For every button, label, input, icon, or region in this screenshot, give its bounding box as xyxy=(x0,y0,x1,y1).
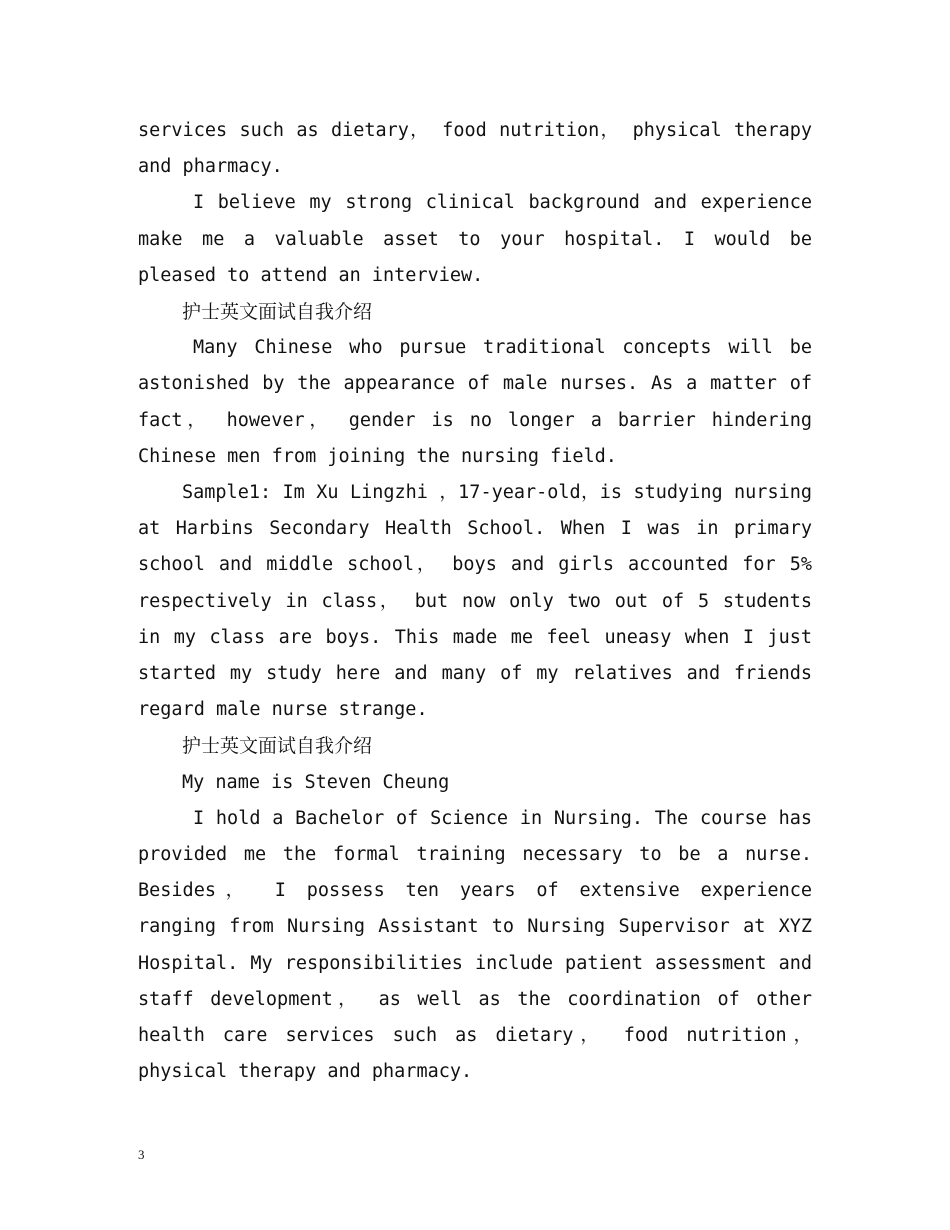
paragraph-name: My name is Steven Cheung xyxy=(182,771,450,793)
section-heading-2: 护士英文面试自我介绍 xyxy=(182,735,373,758)
section-heading-1: 护士英文面试自我介绍 xyxy=(182,301,373,324)
paragraph-male-nurses: Many Chinese who pursue traditional concepts will be astonished by the appearance of male nurses. As a matter of fact， however， gender is no longer a barrier hindering Chinese men from joining the nursing field. xyxy=(138,337,812,467)
paragraph-services-continued: services such as dietary， food nutrition， physical therapy and pharmacy. xyxy=(138,120,812,178)
paragraph-bachelor-nursing: I hold a Bachelor of Science in Nursing. The course has provided me the formal training necessary to be a nurse. Besides， I possess ten years of extensive experience ranging from Nursing Assistant to Nursing Supervisor at XYZ Hospital. My responsibilities include patient assessment and staff development， as well as the coordination of other health care services such as dietary， food nutrition， physical therapy and pharmacy. xyxy=(138,807,812,1083)
paragraph-sample1: Sample1: Im Xu Lingzhi ，17-year-old，is studying nursing at Harbins Secondary Health School. When I was in primary school and middle school， boys and girls accounted for 5% respectively in class， but now only two out of 5 students in my class are boys. This made me feel uneasy when I just started my study here and many of my relatives and friends regard male nurse strange. xyxy=(138,482,812,721)
page-body xyxy=(138,113,812,1090)
page-number: 3 xyxy=(138,1147,145,1162)
paragraph-clinical-background: I believe my strong clinical background and experience make me a valuable asset to your hospital. I would be pleased to attend an interview. xyxy=(138,192,812,286)
